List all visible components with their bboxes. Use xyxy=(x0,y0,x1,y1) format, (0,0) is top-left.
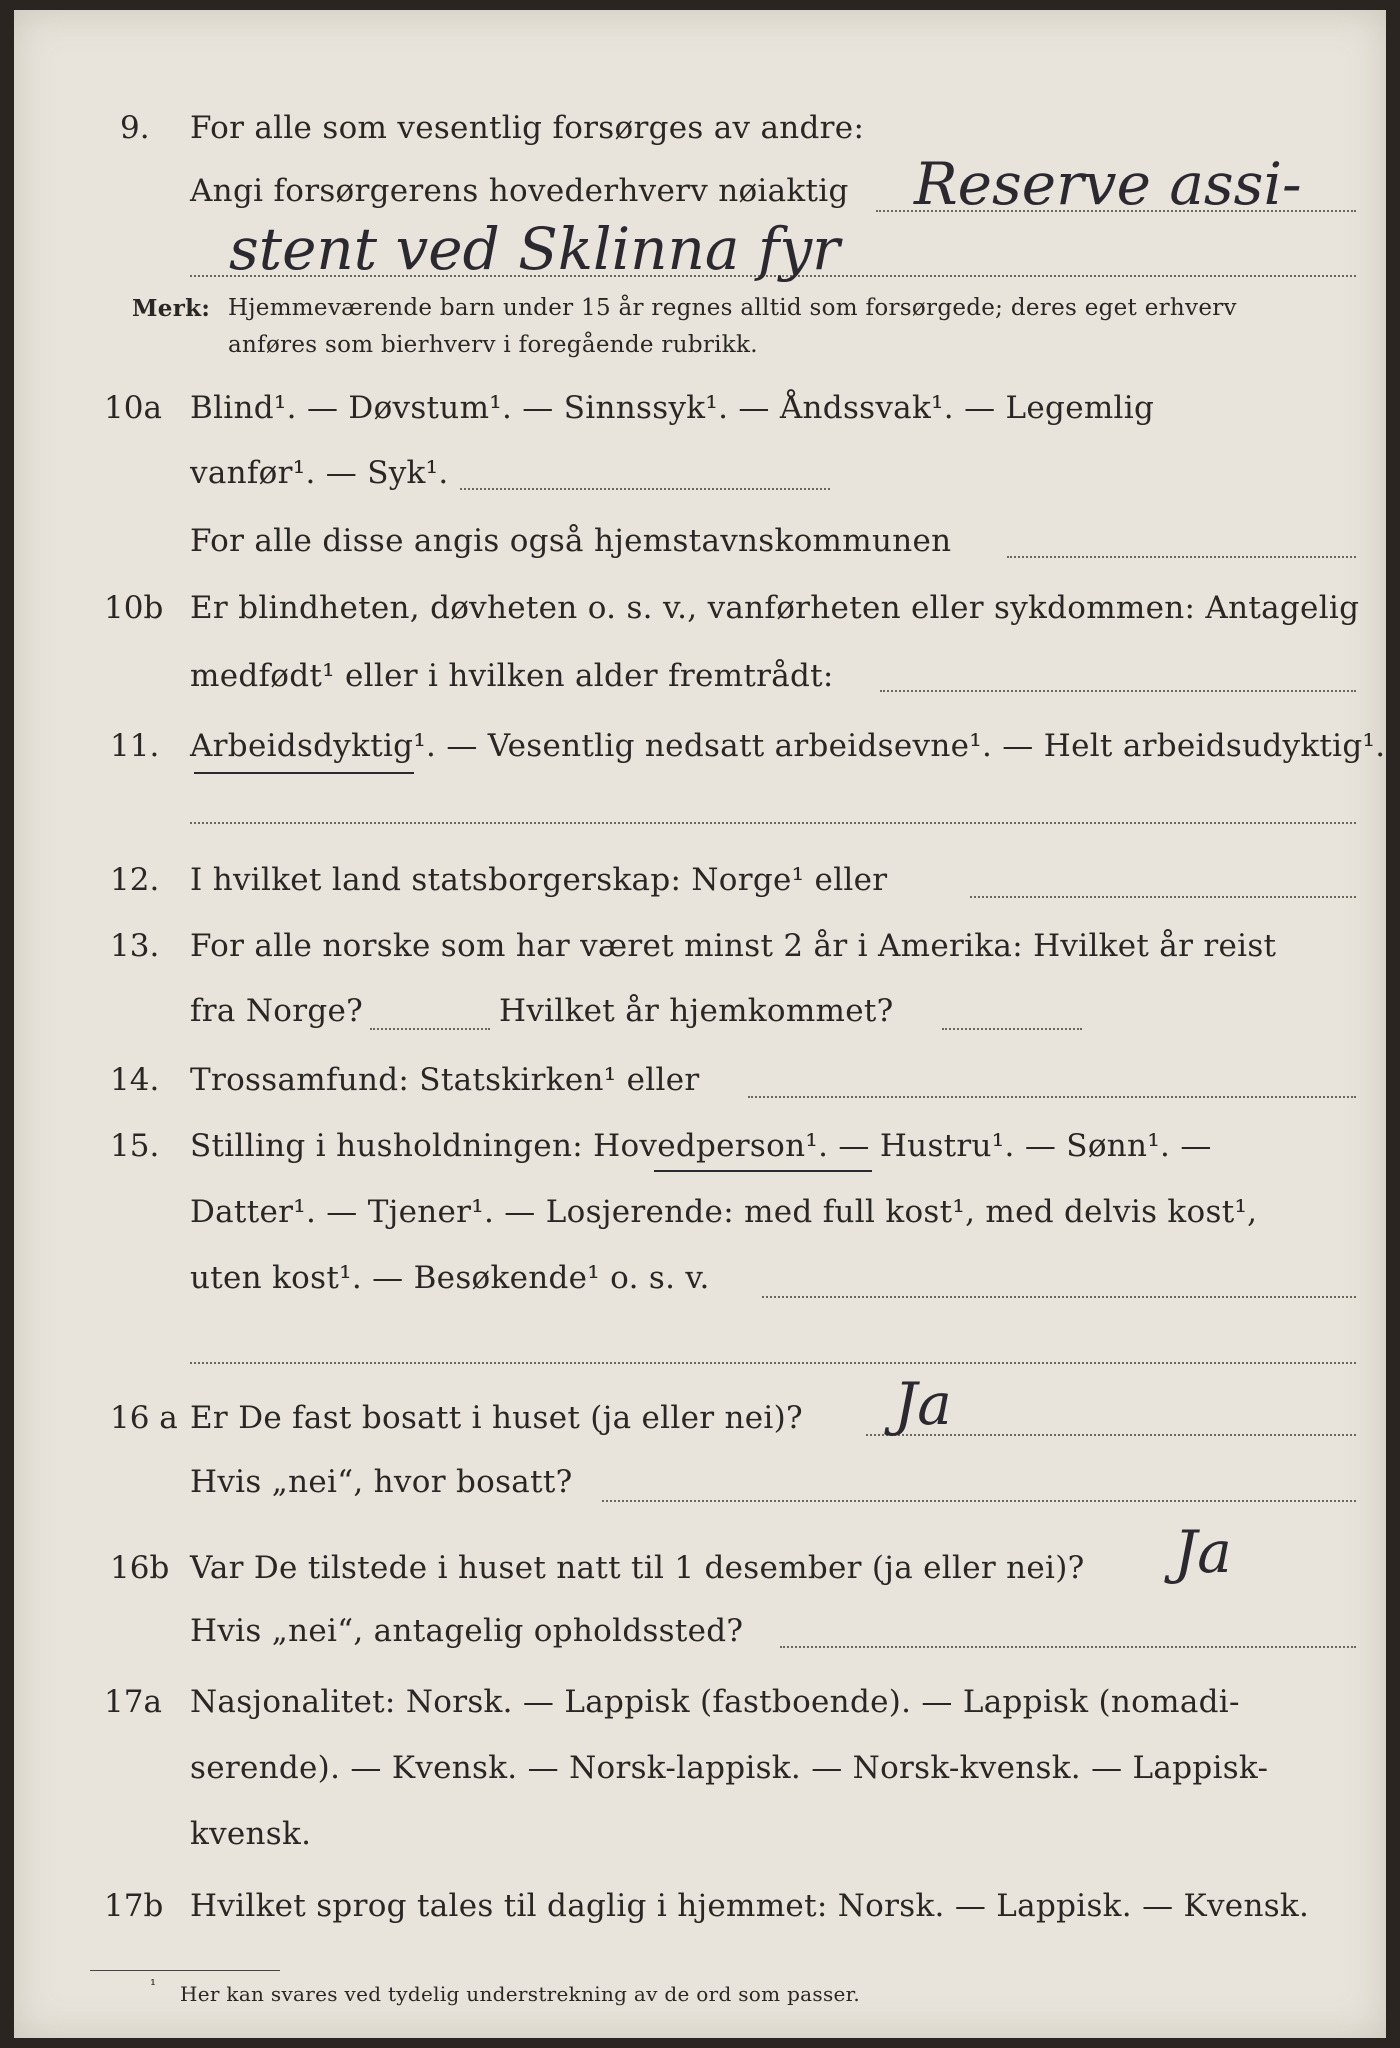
question-9-number: 9. xyxy=(120,110,150,146)
footnote-text: Her kan svares ved tydelig understrekning av de ord som passer. xyxy=(180,1982,860,2006)
question-12-number: 12. xyxy=(110,862,160,898)
question-17a-line-1: Nasjonalitet: Norsk. — Lappisk (fastboende). — Lappisk (nomadi- xyxy=(190,1684,1240,1720)
answer-dotted-line xyxy=(190,1362,1356,1364)
question-17a-line-2: serende). — Kvensk. — Norsk-lappisk. — Norsk-kvensk. — Lappisk- xyxy=(190,1750,1269,1786)
handwritten-underline-arbeidsdyktig xyxy=(194,772,414,774)
question-16a-number: 16 a xyxy=(110,1400,178,1436)
question-15-number: 15. xyxy=(110,1128,160,1164)
question-10b-line-1: Er blindheten, døvheten o. s. v., vanførheten eller sykdommen: Antagelig xyxy=(190,590,1360,626)
question-17a-number: 17a xyxy=(104,1684,162,1720)
question-15-line-3: uten kost¹. — Besøkende¹ o. s. v. xyxy=(190,1260,710,1296)
question-16b-line-1: Var De tilstede i huset natt til 1 desember (ja eller nei)? xyxy=(190,1550,1085,1586)
question-11-number: 11. xyxy=(110,728,160,764)
question-16b-number: 16b xyxy=(110,1550,170,1586)
question-17b-number: 17b xyxy=(104,1888,164,1924)
answer-dotted-line xyxy=(1007,556,1356,558)
question-10a-line-2: vanfør¹. — Syk¹. xyxy=(190,455,449,491)
question-16a-line-1: Er De fast bosatt i huset (ja eller nei)? xyxy=(190,1400,803,1436)
handwritten-answer-16a: Ja xyxy=(894,1370,952,1438)
note-text-line-1: Hjemmeværende barn under 15 år regnes alltid som forsørgede; deres eget erhverv xyxy=(228,295,1237,321)
handwritten-answer-16b: Ja xyxy=(1174,1518,1232,1586)
question-10a-line-1: Blind¹. — Døvstum¹. — Sinnssyk¹. — Åndssvak¹. — Legemlig xyxy=(190,390,1155,426)
question-13-number: 13. xyxy=(110,928,160,964)
answer-dotted-line xyxy=(602,1500,1356,1502)
census-form-page xyxy=(14,10,1386,2038)
footnote-mark: ¹ xyxy=(150,1976,157,1994)
question-9-line-2: Angi forsørgerens hovederhverv nøiaktig xyxy=(190,173,849,209)
answer-dotted-line xyxy=(880,690,1356,692)
handwritten-underline-hovedperson xyxy=(654,1170,872,1172)
note-text-line-2: anføres som bierhverv i foregående rubrikk. xyxy=(228,332,758,358)
answer-dotted-line xyxy=(780,1646,1356,1648)
answer-dotted-line xyxy=(370,1028,490,1030)
handwritten-answer-9b: stent ved Sklinna fyr xyxy=(229,215,840,283)
question-17a-line-3: kvensk. xyxy=(190,1816,312,1852)
question-15-line-1: Stilling i husholdningen: Hovedperson¹. — Hustru¹. — Sønn¹. — xyxy=(190,1128,1212,1164)
question-10b-line-2: medfødt¹ eller i hvilken alder fremtrådt: xyxy=(190,658,834,694)
question-13-line-1: For alle norske som har været minst 2 år i Amerika: Hvilket år reist xyxy=(190,928,1277,964)
question-13-line-2b: Hvilket år hjemkommet? xyxy=(499,993,894,1029)
question-12-line-1: I hvilket land statsborgerskap: Norge¹ eller xyxy=(190,862,888,898)
question-10a-number: 10a xyxy=(104,390,162,426)
question-9-line-1: For alle som vesentlig forsørges av andre: xyxy=(190,110,865,146)
handwritten-answer-9a: Reserve assi- xyxy=(914,150,1302,218)
footnote-rule xyxy=(90,1970,280,1971)
question-15-line-2: Datter¹. — Tjener¹. — Losjerende: med full kost¹, med delvis kost¹, xyxy=(190,1194,1258,1230)
question-16b-line-2: Hvis „nei“, antagelig opholdssted? xyxy=(190,1613,744,1649)
question-17b-line-1: Hvilket sprog tales til daglig i hjemmet: Norsk. — Lappisk. — Kvensk. xyxy=(190,1888,1310,1924)
answer-dotted-line xyxy=(190,822,1356,824)
question-16a-line-2: Hvis „nei“, hvor bosatt? xyxy=(190,1464,573,1500)
answer-dotted-line xyxy=(748,1096,1356,1098)
question-11-line-1: Arbeidsdyktig¹. — Vesentlig nedsatt arbeidsevne¹. — Helt arbeidsudyktig¹. xyxy=(190,728,1386,764)
answer-dotted-line xyxy=(460,488,830,490)
note-label: Merk: xyxy=(132,295,211,322)
question-14-number: 14. xyxy=(110,1062,160,1098)
question-14-line-1: Trossamfund: Statskirken¹ eller xyxy=(190,1062,700,1098)
question-10a-line-3: For alle disse angis også hjemstavnskommunen xyxy=(190,523,952,559)
answer-dotted-line xyxy=(942,1028,1082,1030)
question-10b-number: 10b xyxy=(104,590,164,626)
answer-dotted-line xyxy=(970,896,1356,898)
answer-dotted-line xyxy=(762,1296,1356,1298)
question-13-line-2a: fra Norge? xyxy=(190,993,364,1029)
